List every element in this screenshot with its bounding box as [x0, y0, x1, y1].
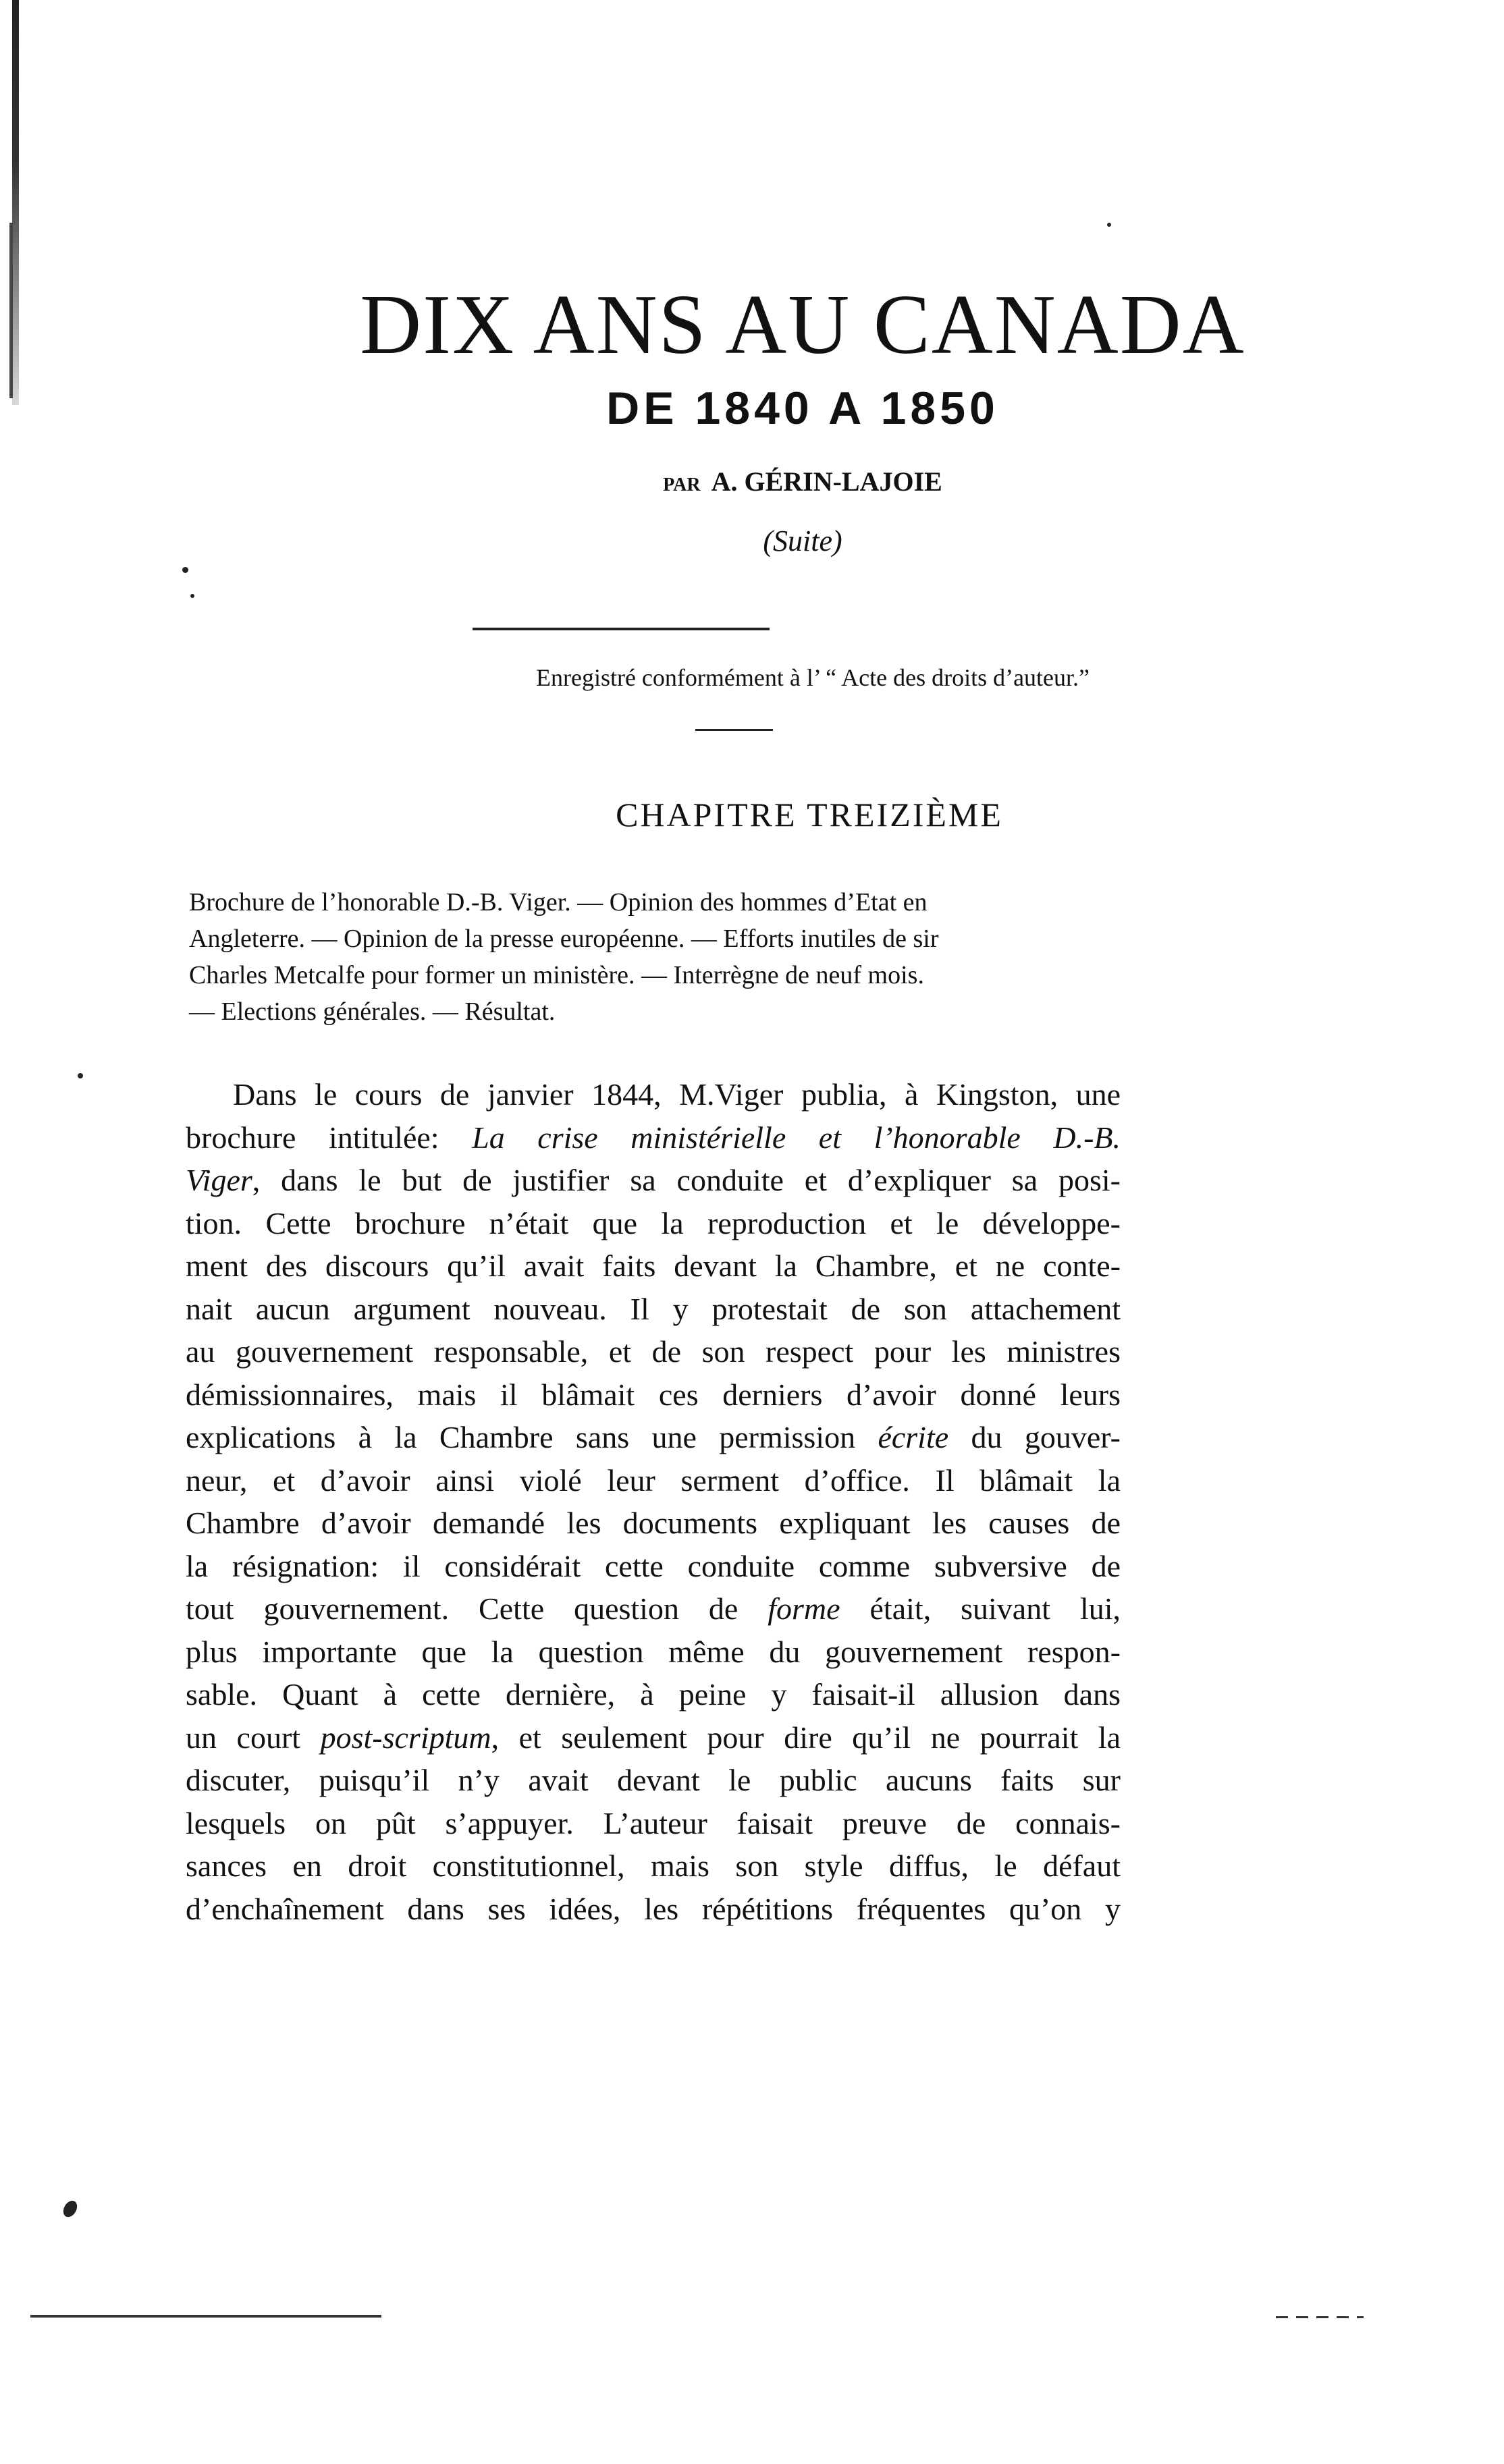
- body-paragraph: [186, 1073, 1121, 1930]
- print-speck: [182, 567, 188, 573]
- text-run: sable. Quant à cette dernière, à peine y faisait-il allusion dans: [186, 1677, 1121, 1712]
- author-name: A. GÉRIN-LAJOIE: [711, 466, 942, 497]
- italic-phrase: forme: [768, 1591, 840, 1626]
- print-speck: [190, 594, 194, 598]
- text-run: discuter, puisqu’il n’y avait devant le public aucuns faits sur: [186, 1763, 1121, 1797]
- page-title: DIX ANS AU CANADA: [360, 278, 1245, 372]
- summary-line: Angleterre. — Opinion de la presse européenne. — Efforts inutiles de sir: [189, 925, 939, 953]
- text-line: [186, 1416, 1121, 1459]
- text-line: [186, 1373, 1121, 1417]
- author-line: [0, 466, 1504, 497]
- author-prefix: PAR: [663, 474, 701, 495]
- text-line: [186, 1759, 1121, 1802]
- text-line: [186, 1244, 1121, 1288]
- summary-line: — Elections générales. — Résultat.: [189, 997, 556, 1026]
- text-line: [186, 1631, 1121, 1674]
- continuation-note: (Suite): [763, 524, 842, 557]
- text-line: [186, 1502, 1121, 1545]
- text-line: [186, 1330, 1121, 1373]
- text-line: [186, 1587, 1121, 1631]
- print-speck: [1107, 223, 1111, 227]
- text-run: lesquels on pût s’appuyer. L’auteur faisait preuve de connais-: [186, 1805, 1121, 1840]
- page-subtitle: DE 1840 A 1850: [606, 383, 999, 434]
- text-line: [186, 1159, 1121, 1202]
- text-run: était, suivant lui,: [840, 1591, 1121, 1626]
- text-line: [186, 1716, 1121, 1759]
- divider-rule: [473, 628, 770, 630]
- copyright-notice: Enregistré conformément à l’ “ Acte des droits d’auteur.”: [535, 664, 1090, 691]
- text-run: Chambre d’avoir demandé les documents expliquant les causes de: [186, 1506, 1121, 1540]
- divider-rule-short: [695, 729, 773, 731]
- italic-phrase: Viger: [186, 1163, 252, 1197]
- summary-line: Charles Metcalfe pour former un ministère. — Interrègne de neuf mois.: [189, 961, 924, 989]
- italic-phrase: post-scriptum: [320, 1720, 491, 1755]
- text-run: brochure intitulée:: [186, 1120, 473, 1155]
- bottom-rule-dashed: [1276, 2316, 1364, 2318]
- text-line: [186, 1202, 1121, 1245]
- summary-line: Brochure de l’honorable D.-B. Viger. — Opinion des hommes d’Etat en: [189, 888, 928, 916]
- text-run: , dans le but de justifier sa conduite et d’expliquer sa posi-: [252, 1163, 1121, 1197]
- ink-blot: [61, 2198, 80, 2220]
- text-run: au gouvernement responsable, et de son respect pour les ministres: [186, 1334, 1121, 1369]
- text-line: [186, 1545, 1121, 1588]
- text-line: [186, 1116, 1121, 1159]
- text-line: [186, 1459, 1121, 1502]
- text-run: du gouver-: [948, 1420, 1121, 1454]
- text-run: d’enchaînement dans ses idées, les répétitions fréquentes qu’on y: [186, 1891, 1121, 1926]
- bottom-rule: [30, 2315, 381, 2318]
- text-line: [186, 1888, 1121, 1931]
- text-run: la résignation: il considérait cette conduite comme subversive de: [186, 1548, 1121, 1583]
- text-run: un court: [186, 1720, 321, 1755]
- italic-phrase: La crise ministérielle et l’honorable D.-B.: [472, 1120, 1121, 1155]
- chapter-summary: [189, 884, 1121, 1030]
- text-run: explications à la Chambre sans une permission: [186, 1420, 878, 1454]
- text-line: [186, 1288, 1121, 1331]
- text-line: [186, 1673, 1121, 1716]
- text-run: neur, et d’avoir ainsi violé leur serment d’office. Il blâmait la: [186, 1462, 1121, 1498]
- text-line: [186, 1802, 1121, 1845]
- text-run: sances en droit constitutionnel, mais son style diffus, le défaut: [186, 1849, 1121, 1883]
- text-run: démissionnaires, mais il blâmait ces derniers d’avoir donné leurs: [186, 1377, 1121, 1412]
- text-line: [186, 1073, 1121, 1116]
- text-run: plus importante que la question même du gouvernement respon-: [186, 1634, 1121, 1669]
- text-run: nait aucun argument nouveau. Il y protestait de son attachement: [186, 1291, 1121, 1326]
- text-line: [186, 1844, 1121, 1888]
- text-run: Dans le cours de janvier 1844, M.Viger publia, à Kingston, une: [233, 1077, 1121, 1112]
- text-run: tout gouvernement. Cette question de: [186, 1591, 768, 1626]
- print-speck: [78, 1073, 83, 1078]
- text-run: ment des discours qu’il avait faits devant la Chambre, et ne conte-: [186, 1249, 1121, 1283]
- italic-phrase: écrite: [878, 1420, 949, 1454]
- text-run: , et seulement pour dire qu’il ne pourrait la: [491, 1720, 1121, 1755]
- chapter-heading: CHAPITRE TREIZIÈME: [616, 796, 1003, 833]
- text-run: tion. Cette brochure n’était que la reproduction et le développe-: [186, 1205, 1121, 1240]
